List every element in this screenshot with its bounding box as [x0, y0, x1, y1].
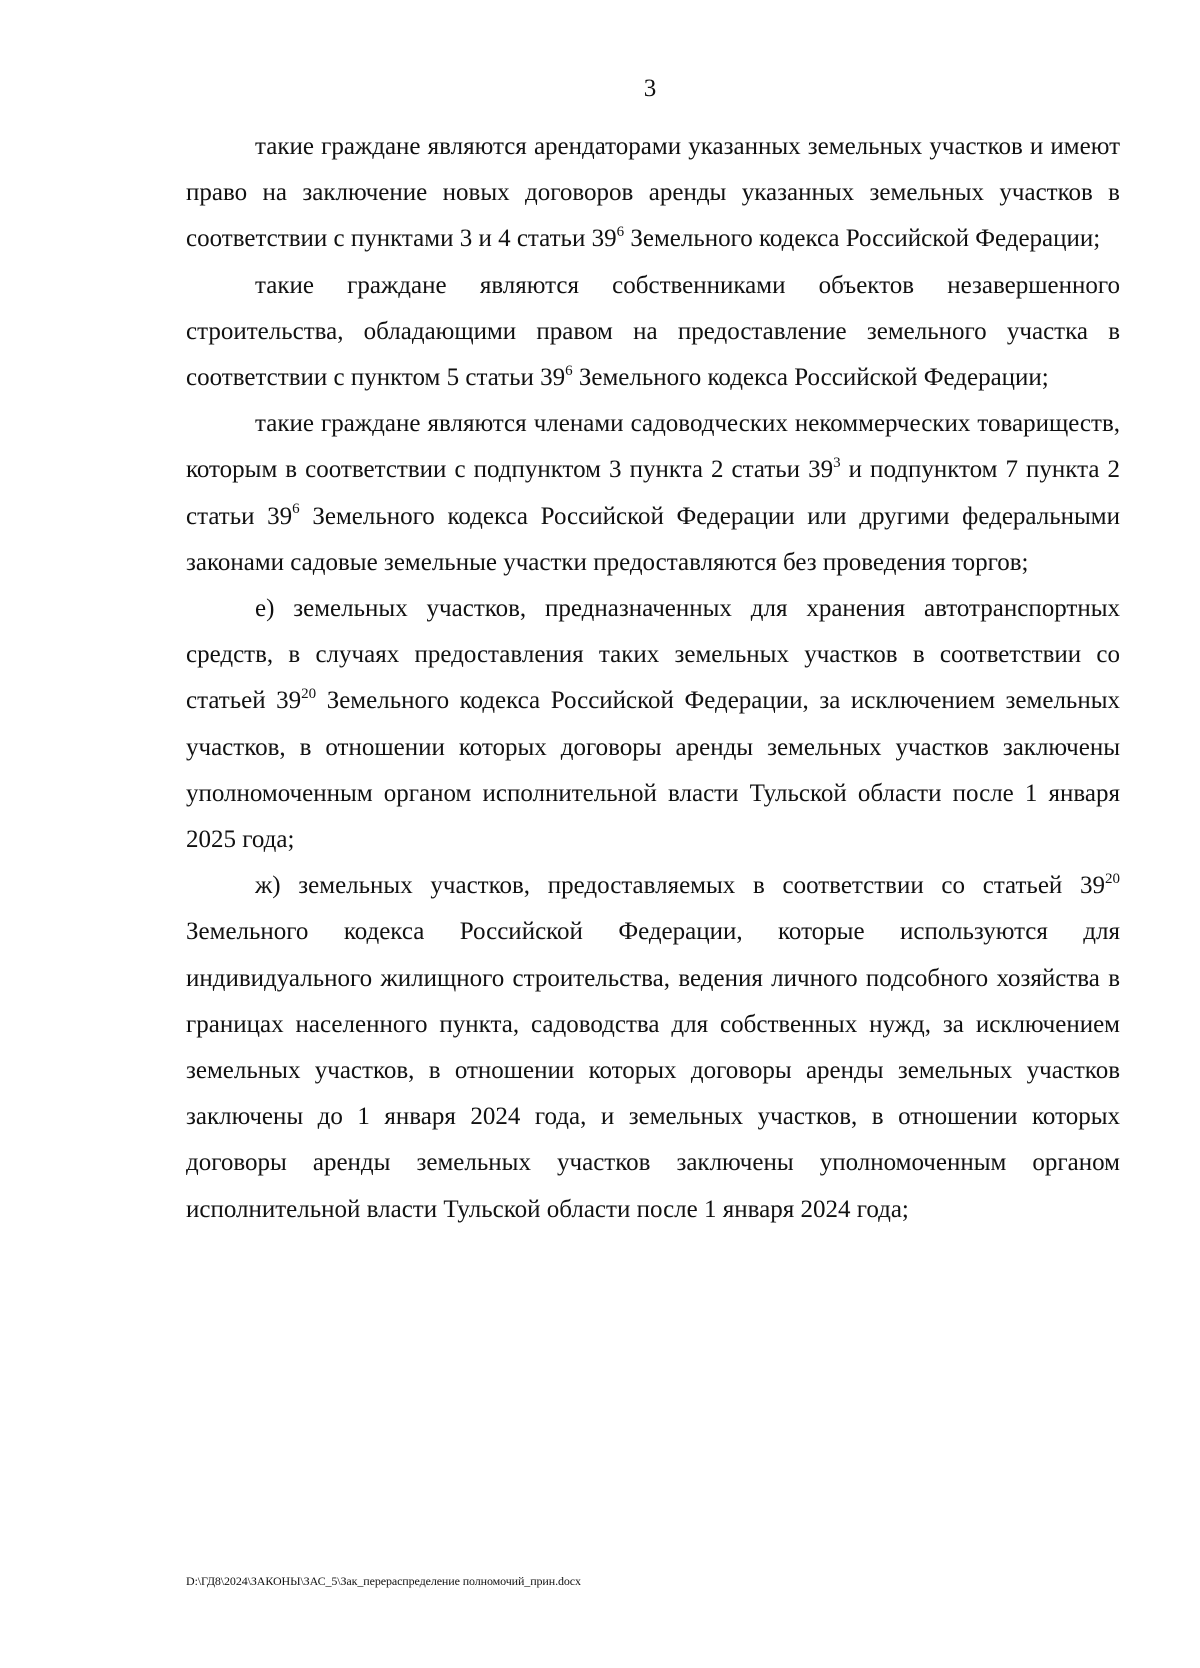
superscript-index: 6 [616, 224, 625, 241]
document-body [186, 124, 1120, 1233]
paragraph [186, 401, 1120, 586]
text-run: е) земельных участков, предназначенных для хранения автотранспортных средств, в случаях предоставления таких земельных участков в соответствии со статьей 39 [186, 595, 1120, 715]
superscript-index: 3 [833, 455, 841, 472]
paragraph [186, 586, 1120, 863]
paragraph [186, 263, 1120, 402]
text-run: Земельного кодекса Российской Федерации или другими федеральными законами садовые земельные участки предоставляются без проведения торгов; [186, 502, 1120, 576]
text-run: и подпунктом 7 пункта 2 статьи 39 [186, 456, 1120, 530]
text-run: такие граждане являются арендаторами указанных земельных участков и имеют право на заключение новых договоров аренды указанных земельных участков в соответствии с пунктами 3 и 4 статьи 39 [186, 133, 1120, 253]
text-run: Земельного кодекса Российской Федерации, которые используются для индивидуального жилищного строительства, ведения личного подсобного хозяйства в границах населенного пункта, садоводства для собственных нужд, за исключением земельных участков, в отношении которых договоры аренды земельных участков заключены до 1 января 2024 года, и земельных участков, в отношении которых договоры аренды земельных участков заключены уполномоченным органом исполнительной власти Тульской области после 1 января 2024 года; [186, 918, 1120, 1223]
footer-file-path: D:\ГД8\2024\ЗАКОНЫ\ЗАС_5\Зак_перераспределение полномочий_прин.docx [186, 1574, 581, 1588]
text-run: Земельного кодекса Российской Федерации; [572, 364, 1049, 392]
superscript-index: 6 [292, 501, 300, 518]
text-run: Земельного кодекса Российской Федерации, за исключением земельных участков, в отношении которых договоры аренды земельных участков заключены уполномоченным органом исполнительной власти Тульской области после 1 января 2025 года; [186, 687, 1120, 854]
page-number: 3 [643, 75, 657, 102]
text-run: такие граждане являются членами садоводческих некоммерческих товариществ, которым в соответствии с подпунктом 3 пункта 2 статьи 39 [186, 410, 1120, 484]
superscript-index: 6 [565, 362, 573, 379]
superscript-index: 20 [1105, 870, 1120, 887]
paragraph [186, 124, 1120, 263]
text-run: Земельного кодекса Российской Федерации; [624, 225, 1101, 253]
paragraph [186, 863, 1120, 1233]
text-run: ж) земельных участков, предоставляемых в соответствии со статьей 39 [255, 872, 1105, 900]
text-run: такие граждане являются собственниками объектов незавершенного строительства, обладающими правом на предоставление земельного участка в соответствии с пунктом 5 статьи 39 [186, 271, 1120, 392]
superscript-index: 20 [301, 686, 317, 703]
